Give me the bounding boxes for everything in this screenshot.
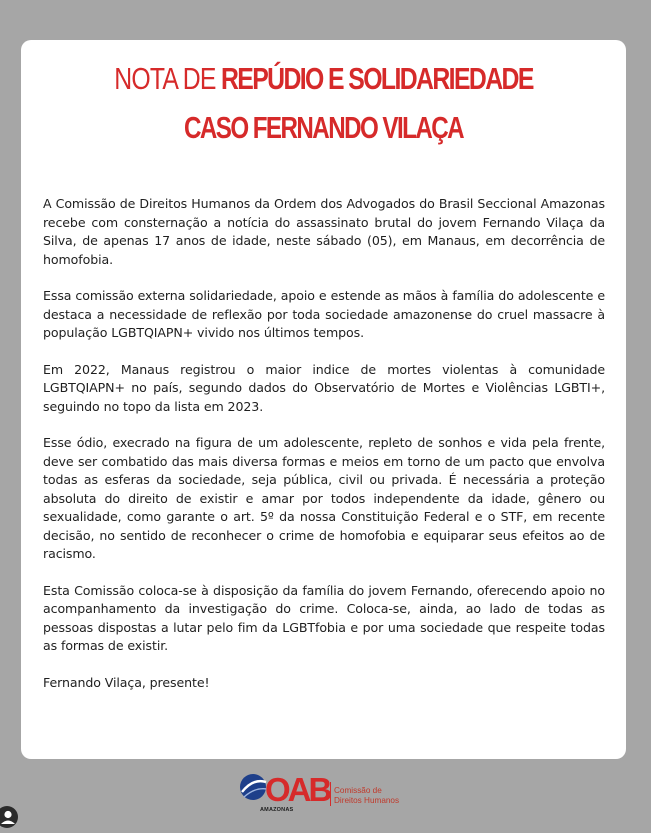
- paragraph: Essa comissão externa solidariedade, apoio e estende as mãos à família do adolescente e destaca a necessidade de reflexão por toda sociedade amazonense do cruel massacre à população LGBTQIAPN+ vivido nos últimos tempos.: [43, 288, 605, 340]
- note-card: [21, 40, 626, 759]
- closing-line: Fernando Vilaça, presente!: [43, 674, 210, 690]
- footer-branding: [238, 770, 418, 816]
- region-label: AMAZONAS: [260, 807, 294, 813]
- logo-letters: OAB: [265, 771, 330, 808]
- person-icon: [0, 806, 18, 828]
- title-highlight: REPÚDIO E SOLIDARIEDADE: [220, 61, 533, 96]
- paragraph: Esta Comissão coloca-se à disposição da família do jovem Fernando, oferecendo apoio no acompanhamento da investigação do crime. Coloca-se, ainda, ao lado de todas as pessoas dispostas a lutar pelo fim da LGBTfobia e por uma sociedade que respeite todas as formas de existir.: [43, 582, 605, 653]
- org-line-2: Direitos Humanos: [334, 795, 400, 805]
- title-prefix: NOTA DE: [114, 61, 216, 96]
- title-line-1: [82, 63, 566, 94]
- footer-divider: [330, 782, 331, 806]
- paragraph: Esse ódio, execrado na figura de um adolescente, repleto de sonhos e vida pela frente, deve ser combatido das mais diversa formas e meios em torno de um pacto que envolva todas as esferas da sociedade, seja pública, civil ou privada. É necessária a proteção absoluta do direito de existir e amar por todos independente da idade, gênero ou sexualidade, como garante o art. 5º da nossa Constituição Federal e o STF, em recente decisão, no sentido de reconhecer o crime de homofobia e equiparar seus efeitos ao de racismo.: [43, 435, 605, 561]
- oab-logo: [238, 770, 330, 810]
- title-line-2: CASO FERNANDO VILAÇA: [183, 110, 464, 145]
- note-body: [43, 195, 605, 692]
- paragraph: A Comissão de Direitos Humanos da Ordem dos Advogados do Brasil Seccional Amazonas recebe com consternação a notícia do assassinato brutal do jovem Fernando Vilaça da Silva, de apenas 17 anos de idade, neste sábado (05), em Manaus, em decorrência de homofobia.: [43, 196, 605, 267]
- globe-icon: [240, 774, 266, 800]
- user-avatar-icon[interactable]: [0, 806, 18, 828]
- paragraph: Em 2022, Manaus registrou o maior indice de mortes violentas à comunidade LGBTQIAPN+ no país, segundo dados do Observatório de Mortes e Violências LGBTI+, seguindo no topo da lista em 2023.: [43, 361, 605, 414]
- org-line-1: Comissão de: [334, 786, 382, 795]
- organization-name: [334, 786, 399, 805]
